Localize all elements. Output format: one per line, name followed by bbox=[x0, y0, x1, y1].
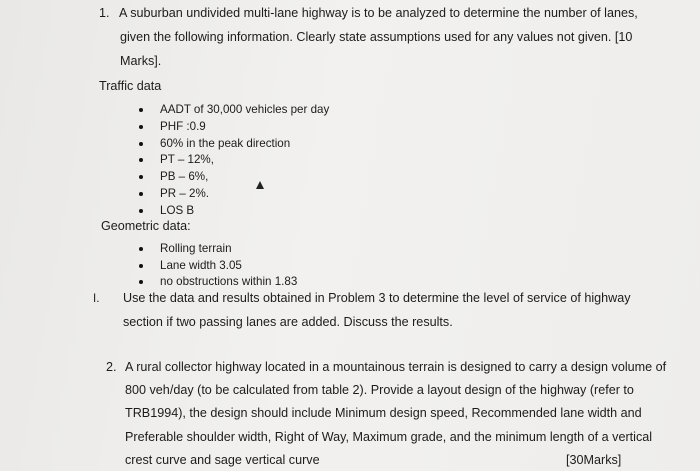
subquestion-line-2: section if two passing lanes are added. Discuss the results. bbox=[123, 315, 453, 329]
question-2-line-2: 800 veh/day (to be calculated from table 2). Provide a layout design of the highway (refer to bbox=[125, 383, 634, 397]
traffic-item-aadt: AADT of 30,000 vehicles per day bbox=[160, 103, 330, 116]
geometric-item-terrain: Rolling terrain bbox=[160, 242, 232, 255]
geometric-data-heading: Geometric data: bbox=[101, 219, 191, 233]
traffic-data-heading: Traffic data bbox=[99, 79, 162, 93]
traffic-item-los: LOS B bbox=[160, 204, 195, 217]
question-2-line-3: TRB1994), the design should include Minimum design speed, Recommended lane width and bbox=[125, 406, 642, 420]
traffic-item-pr: PR – 2%. bbox=[160, 187, 209, 200]
geometric-item-obstructions: no obstructions within 1.83 bbox=[160, 275, 298, 288]
mouse-cursor-icon bbox=[256, 181, 264, 189]
question-1-line-2: given the following information. Clearly state assumptions used for any values not given. [10 bbox=[120, 30, 633, 44]
traffic-item-pb: PB – 6%, bbox=[160, 170, 209, 183]
subquestion-line-1: Use the data and results obtained in Problem 3 to determine the level of service of highway bbox=[123, 291, 631, 305]
subquestion-number: I. bbox=[93, 292, 100, 305]
question-1-line-1: A suburban undivided multi-lane highway is to be analyzed to determine the number of lanes, bbox=[119, 6, 638, 20]
question-2-marks: [30Marks] bbox=[566, 453, 622, 467]
question-2-line-5: crest curve and sage vertical curve bbox=[125, 453, 320, 467]
question-1-number: 1. bbox=[99, 6, 110, 20]
traffic-item-peak-direction: 60% in the peak direction bbox=[160, 137, 291, 150]
geometric-item-lane-width: Lane width 3.05 bbox=[160, 259, 242, 272]
question-2-number: 2. bbox=[106, 360, 117, 374]
traffic-item-phf: PHF :0.9 bbox=[160, 120, 206, 133]
question-2-line-1: A rural collector highway located in a mountainous terrain is designed to carry a design volume of bbox=[125, 360, 667, 374]
question-2-line-4: Preferable shoulder width, Right of Way, Maximum grade, and the minimum length of a vertical bbox=[125, 430, 653, 444]
traffic-item-pt: PT – 12%, bbox=[160, 153, 214, 166]
question-1-line-3: Marks]. bbox=[120, 54, 162, 68]
